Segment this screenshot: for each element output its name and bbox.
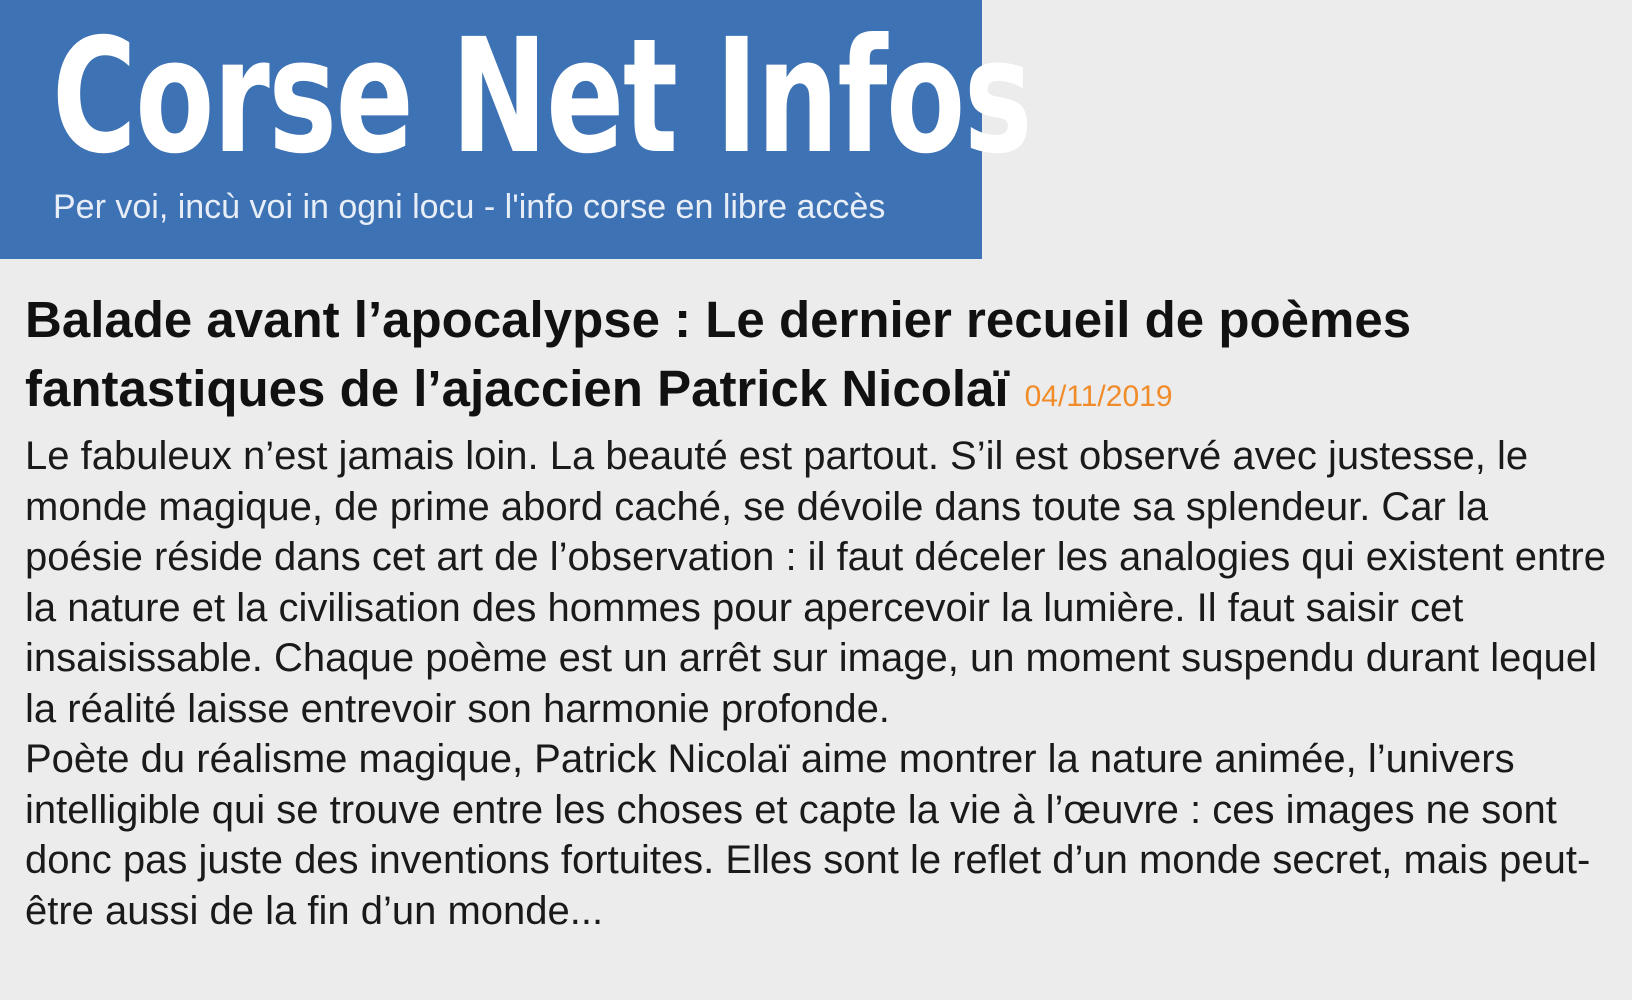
article-paragraph-1: Le fabuleux n’est jamais loin. La beauté est partout. S’il est observé avec justesse, le monde magique, de prime abord caché, se dévoile dans toute sa splendeur. Car la poésie réside dans cet art de l’observation : il faut déceler les analogies qui existent entre la nature et la civilisation des hommes pour apercevoir la lumière. Il faut saisir cet insaisissable. Chaque poème est un arrêt sur image, un moment suspendu durant lequel la réalité laisse entrevoir son harmonie profonde. bbox=[25, 434, 1606, 731]
article-date: 04/11/2019 bbox=[1024, 380, 1173, 413]
site-banner[interactable] bbox=[0, 0, 1032, 259]
article bbox=[25, 285, 1615, 936]
article-title[interactable] bbox=[25, 285, 1615, 431]
article-paragraph-2: Poète du réalisme magique, Patrick Nicolaï aime montrer la nature animée, l’univers intelligible qui se trouve entre les choses et capte la vie à l’œuvre : ces images ne sont donc pas juste des inventions fortuites. Elles sont le reflet d’un monde secret, mais peut-être aussi de la fin d’un monde... bbox=[25, 737, 1591, 933]
article-title-text[interactable]: Balade avant l’apocalypse : Le dernier recueil de poèmes fantastiques de l’ajaccien Patrick Nicolaï bbox=[25, 291, 1412, 417]
site-tagline: Per voi, incù voi in ogni locu - l'info corse en libre accès bbox=[53, 188, 886, 226]
site-logo-title[interactable]: Corse Net Infos bbox=[52, 5, 1032, 189]
